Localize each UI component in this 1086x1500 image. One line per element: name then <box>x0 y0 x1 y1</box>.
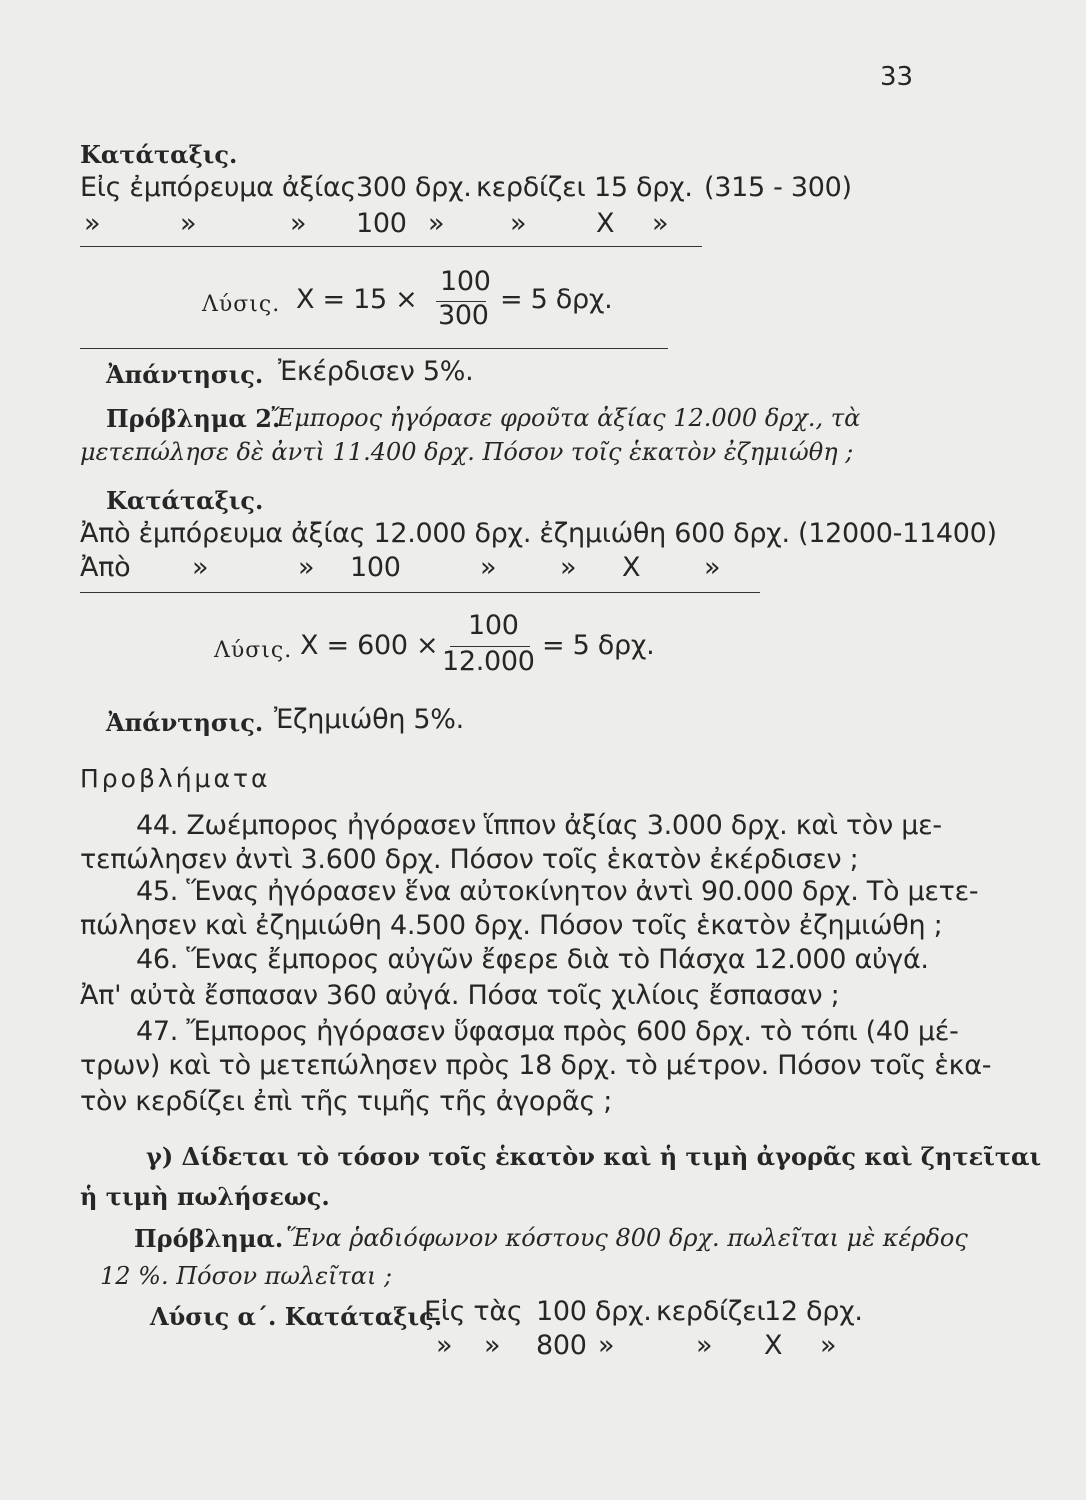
solution-label: Λύσις. <box>214 638 293 663</box>
problems-heading: Προβλήματα <box>80 764 271 793</box>
problem-47-line-1: 47. Ἔμπορος ἠγόρασεν ὕφασμα πρὸς 600 δρχ. τὸ τόπι (40 μέ- <box>136 1016 959 1047</box>
arrangement-row-1-label: Εἰς ἐμπόρευμα ἀξίας <box>80 172 357 203</box>
section-rule <box>80 348 668 349</box>
ditto-mark: » <box>598 1330 615 1361</box>
arrangement-row-1-verb: κερδίζει <box>476 172 586 203</box>
ditto-mark: » <box>428 208 445 239</box>
answer-label: Ἀπάντησις. <box>106 708 264 737</box>
ditto-mark: » <box>298 552 315 583</box>
section-g-line-1: γ) Δίδεται τὸ τόσον τοῖς ἑκατὸν καὶ ἡ τιμὴ ἀγορᾶς καὶ ζητεῖται <box>146 1142 1042 1171</box>
ditto-mark: » <box>560 552 577 583</box>
final-problem-label: Πρόβλημα. <box>134 1224 284 1253</box>
solution-rhs: = 5 δρχ. <box>542 630 655 661</box>
problem-44-line-2: τεπώλησεν ἀντὶ 3.600 δρχ. Πόσον τοῖς ἑκατὸν ἐκέρδισεν ; <box>80 844 859 875</box>
ditto-mark: » <box>84 208 101 239</box>
final-solution-label: Λύσις α΄. Κατάταξις. <box>150 1302 443 1331</box>
fraction-denominator: 300 <box>438 300 489 331</box>
arrangement-row-1: Ἀπὸ ἐμπόρευμα ἀξίας 12.000 δρχ. ἐζημιώθη 600 δρχ. (12000-11400) <box>80 518 997 549</box>
problem-45-line-2: πώλησεν καὶ ἐζημιώθη 4.500 δρχ. Πόσον τοῖς ἑκατὸν ἐζημιώθη ; <box>80 910 943 941</box>
solution-label: Λύσις. <box>202 292 281 317</box>
final-row-1-value: 100 δρχ. <box>536 1296 652 1327</box>
ditto-mark: » <box>652 208 669 239</box>
problem-2-line-1: Ἔμπορος ἠγόρασε φροῦτα ἀξίας 12.000 δρχ., τὰ <box>270 404 861 432</box>
arrangement-row-1-value: 300 δρχ. <box>356 172 472 203</box>
arrangement-row-2-value: 100 <box>350 552 401 583</box>
unknown-x: X <box>622 552 641 583</box>
arrangement-heading: Κατάταξις. <box>106 486 264 515</box>
ditto-mark: » <box>192 552 209 583</box>
fraction-numerator: 100 <box>468 610 519 641</box>
fraction-numerator: 100 <box>440 266 491 297</box>
problem-46-line-1: 46. Ἕνας ἔμπορος αὐγῶν ἔφερε διὰ τὸ Πάσχα 12.000 αὐγά. <box>136 944 929 975</box>
solution-rhs: = 5 δρχ. <box>500 284 613 315</box>
solution-lhs: X = 600 × <box>300 630 439 661</box>
fraction-denominator: 12.000 <box>442 646 535 677</box>
ditto-mark: » <box>510 208 527 239</box>
ditto-mark: » <box>290 208 307 239</box>
final-problem-line-2: 12 %. Πόσον πωλεῖται ; <box>100 1262 393 1290</box>
problem-46-line-2: Ἀπ' αὐτὰ ἔσπασαν 360 αὐγά. Πόσα τοῖς χιλίοις ἔσπασαν ; <box>80 980 840 1011</box>
ditto-mark: » <box>820 1330 837 1361</box>
problem-2-label: Πρόβλημα 2. <box>106 404 281 433</box>
ditto-mark: » <box>704 552 721 583</box>
ditto-mark: » <box>180 208 197 239</box>
problem-45-line-1: 45. Ἕνας ἠγόρασεν ἕνα αὐτοκίνητον ἀντὶ 90.000 δρχ. Τὸ μετε- <box>136 876 979 907</box>
answer-label: Ἀπάντησις. <box>106 360 264 389</box>
ditto-mark: » <box>480 552 497 583</box>
arrangement-row-2-label: Ἀπὸ <box>80 552 131 583</box>
problem-47-line-3: τὸν κερδίζει ἐπὶ τῆς τιμῆς τῆς ἀγορᾶς ; <box>80 1086 613 1117</box>
solution-lhs: X = 15 × <box>296 284 418 315</box>
answer-text: Ἐκέρδισεν 5%. <box>278 356 474 387</box>
arrangement-heading: Κατάταξις. <box>80 140 238 169</box>
section-rule <box>80 246 702 247</box>
final-problem-line-1: Ἕνα ῥαδιόφωνον κόστους 800 δρχ. πωλεῖται μὲ κέρδος <box>286 1224 968 1252</box>
final-row-2-value: 800 <box>536 1330 587 1361</box>
ditto-mark: » <box>436 1330 453 1361</box>
arrangement-row-2-value: 100 <box>356 208 407 239</box>
final-row-1-verb: κερδίζει <box>656 1296 766 1327</box>
final-row-1-label: Εἰς τὰς <box>424 1296 523 1327</box>
arrangement-row-1-note: (315 - 300) <box>704 172 852 203</box>
problem-47-line-2: τρων) καὶ τὸ μετεπώλησεν πρὸς 18 δρχ. τὸ μέτρον. Πόσον τοῖς ἑκα- <box>80 1050 992 1081</box>
arrangement-row-1-gain: 15 δρχ. <box>594 172 693 203</box>
ditto-mark: » <box>484 1330 501 1361</box>
page-number: 33 <box>880 62 914 92</box>
unknown-x: X <box>764 1330 783 1361</box>
section-rule <box>80 592 760 593</box>
problem-44-line-1: 44. Ζωέμπορος ἠγόρασεν ἵππον ἀξίας 3.000 δρχ. καὶ τὸν με- <box>136 810 942 841</box>
final-row-1-gain: 12 δρχ. <box>764 1296 863 1327</box>
section-g-line-2: ἡ τιμὴ πωλήσεως. <box>80 1182 330 1211</box>
unknown-x: X <box>596 208 615 239</box>
ditto-mark: » <box>696 1330 713 1361</box>
problem-2-line-2: μετεπώλησε δὲ ἀντὶ 11.400 δρχ. Πόσον τοῖς ἑκατὸν ἐζημιώθη ; <box>80 438 854 466</box>
answer-text: Ἐζημιώθη 5%. <box>274 704 464 735</box>
